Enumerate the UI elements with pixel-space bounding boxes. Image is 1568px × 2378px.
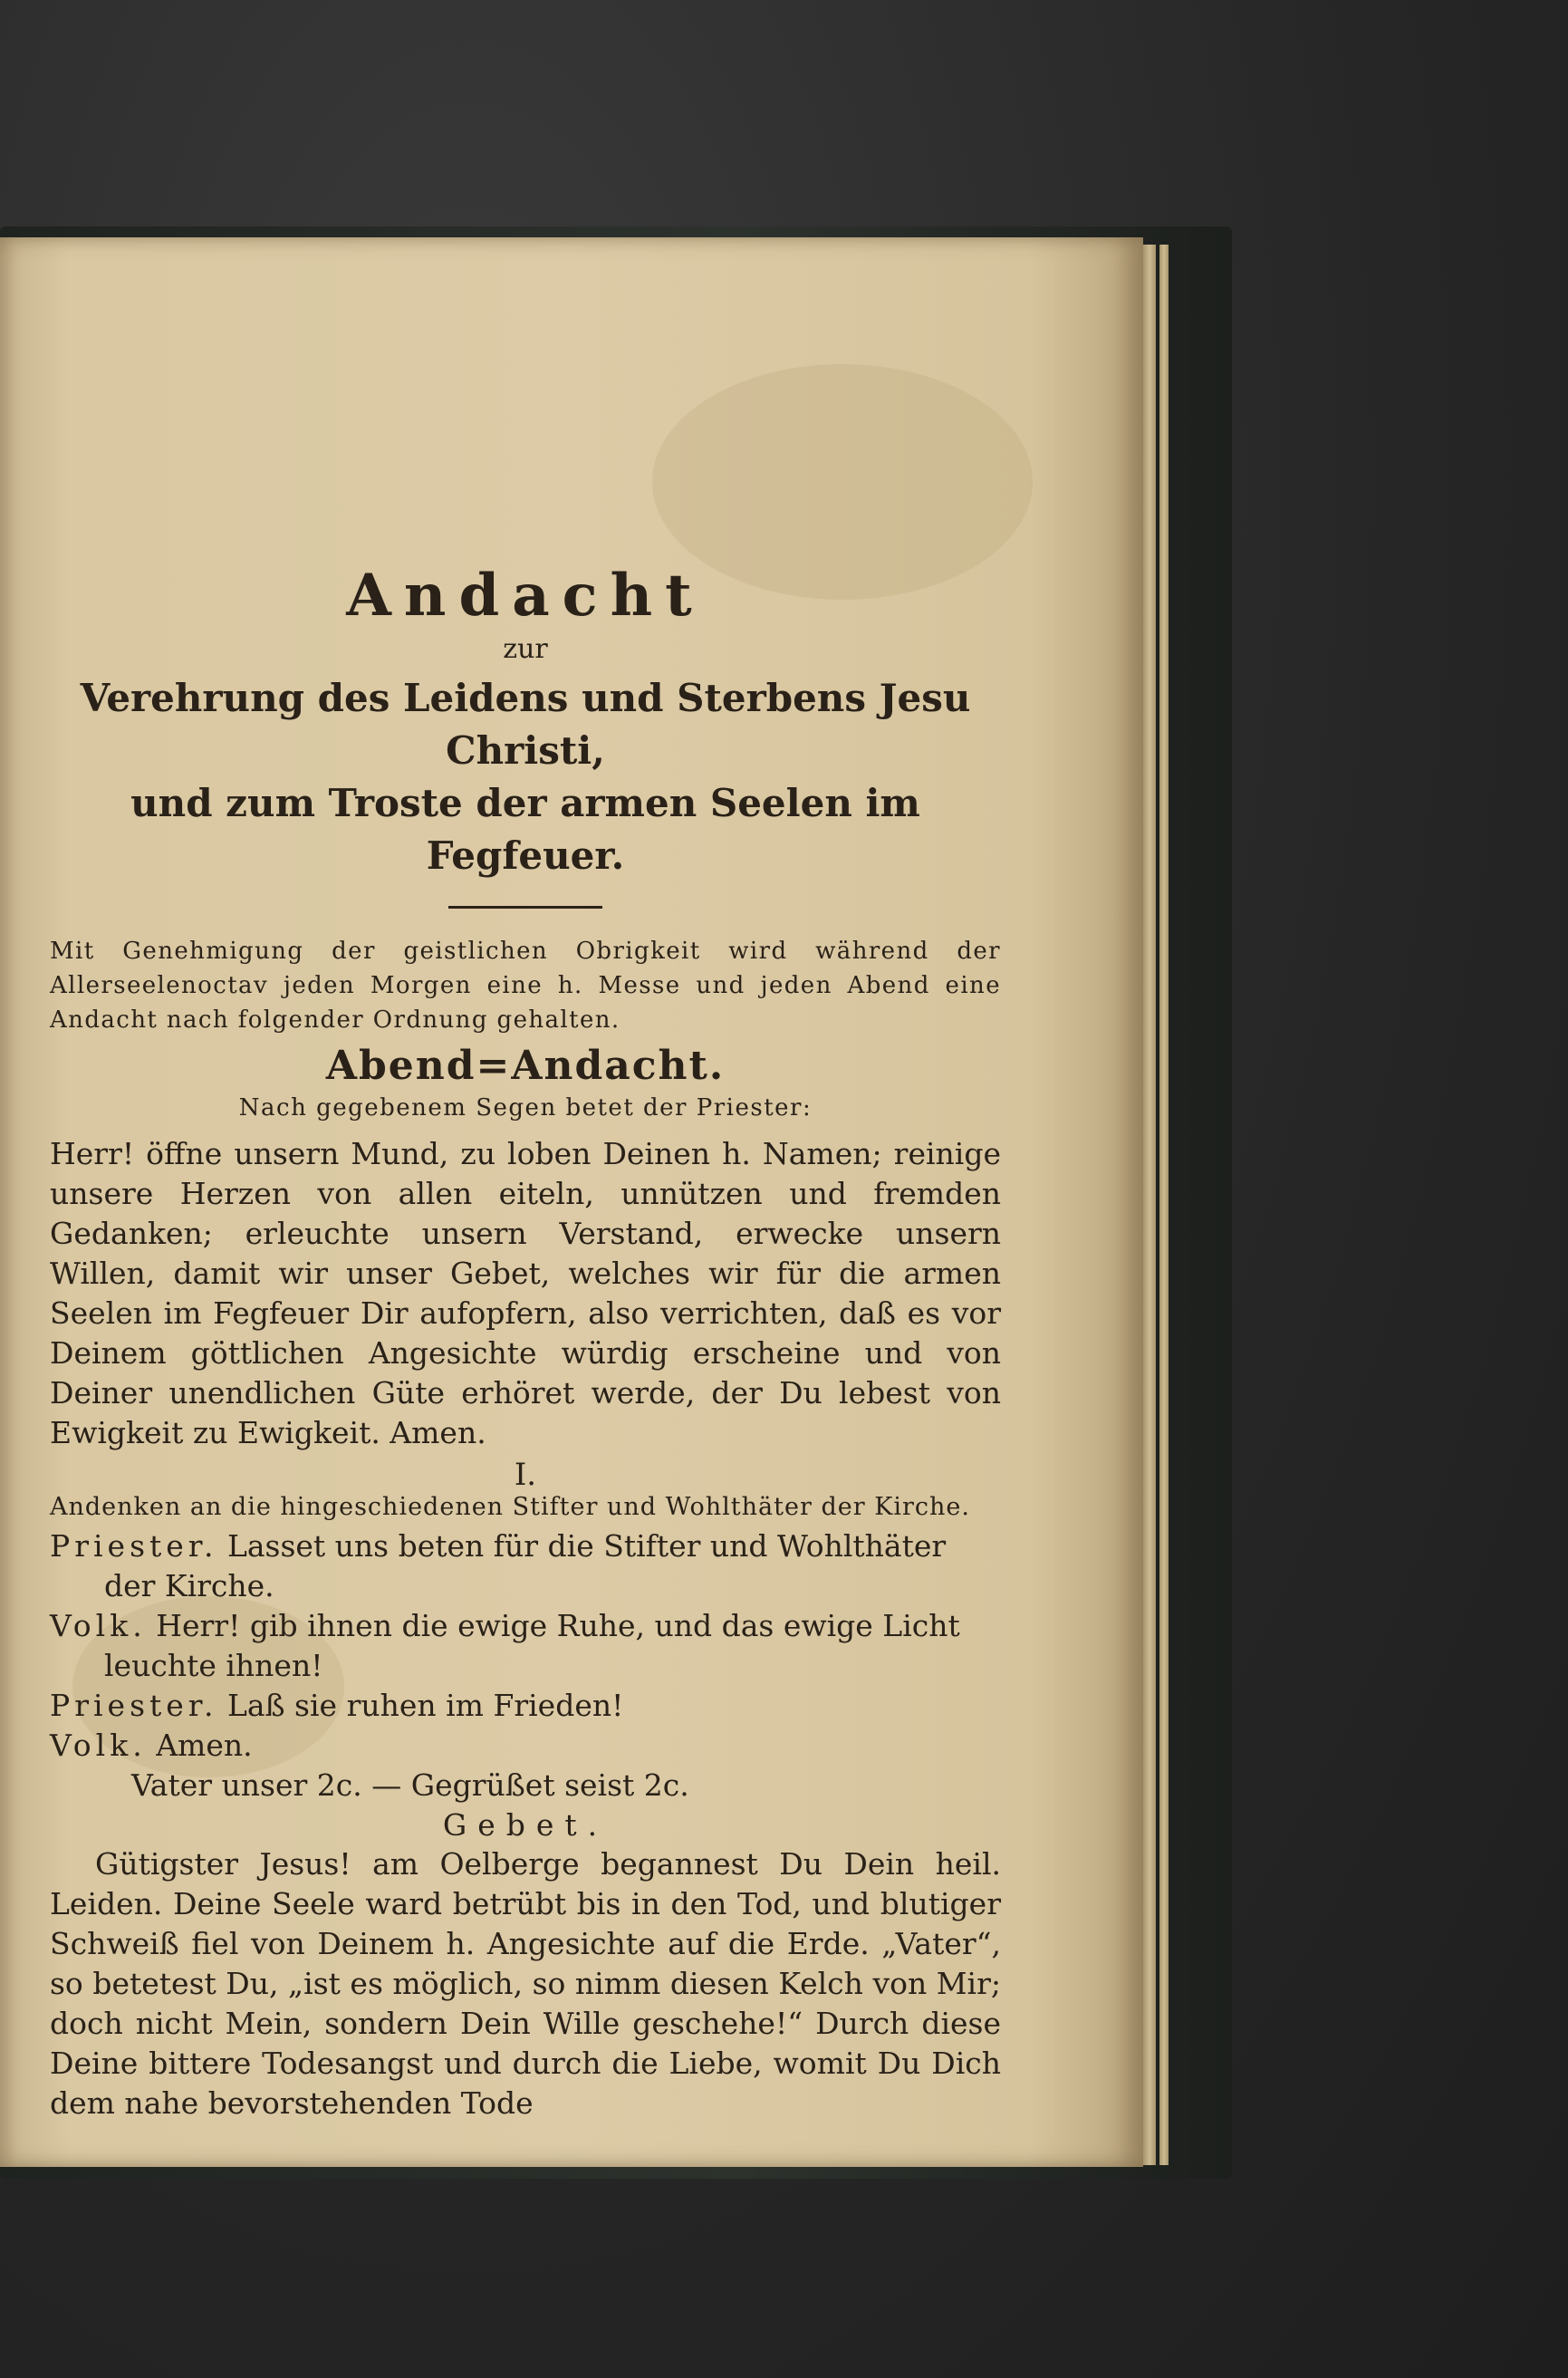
title-connector: zur xyxy=(503,633,548,665)
litany-line xyxy=(50,1726,1001,1766)
vater-unser-line: Vater unser 2c. — Gegrüßet seist 2c. xyxy=(131,1767,689,1803)
speaker: Volk. xyxy=(50,1608,147,1643)
divider xyxy=(448,906,602,909)
approval-note: Mit Genehmigung der geistlichen Obrigkeit wird während der Allerseelenoctav jeden Morgen eine h. Messe und jeden Abend eine Andacht nach folgender Ordnung gehalten. xyxy=(50,938,1001,1034)
speaker: Priester. xyxy=(50,1528,218,1564)
litany-text: Amen. xyxy=(156,1728,253,1763)
section-numeral: I. xyxy=(514,1457,537,1493)
page-text xyxy=(50,562,1001,2123)
litany-text: Herr! gib ihnen die ewige Ruhe, und das ewige Licht leuchte ihnen! xyxy=(104,1608,960,1683)
section-heading: Abend=Andacht. xyxy=(325,1043,726,1089)
litany-line xyxy=(50,1686,1001,1726)
speaker: Volk. xyxy=(50,1728,147,1763)
page-title: Andacht xyxy=(346,562,705,630)
intro-line: Nach gegebenem Segen betet der Priester: xyxy=(238,1094,813,1122)
subtitle-line-2: und zum Troste der armen Seelen im Fegfeuer. xyxy=(130,781,920,878)
litany-line xyxy=(50,1606,1001,1686)
page-edge-inner xyxy=(1159,245,1169,2165)
litany-text: Laß sie ruhen im Frieden! xyxy=(226,1688,624,1723)
gebet-text: Gütigster Jesus! am Oelberge begannest Du Dein heil. Leiden. Deine Seele ward betrübt bis in den Tod, und blutiger Schweiß fiel von Deinem h. Angesichte auf die Erde. „Vater“, so betetest Du, „ist es möglich, so nimm diesen Kelch von Mir; doch nicht Mein, sondern Dein Wille geschehe!“ Durch diese Deine bittere Todesangst und durch die Liebe, womit Du Dich dem nahe bevorstehenden Tode xyxy=(50,1846,1001,2121)
subtitle-line-1: Verehrung des Leidens und Sterbens Jesu Christi, xyxy=(80,676,971,773)
litany xyxy=(50,1526,1001,1805)
gebet-title: Gebet. xyxy=(442,1807,609,1843)
section-title: Andenken an die hingeschiedenen Stifter und Wohlthäter der Kirche. xyxy=(50,1493,970,1521)
speaker: Priester. xyxy=(50,1688,218,1723)
litany-line xyxy=(50,1526,1001,1606)
page-edge xyxy=(1143,245,1156,2165)
opening-prayer: Herr! öffne unsern Mund, zu loben Deinen h. Namen; reinige unsere Herzen von allen eiteln, unnützen und fremden Gedanken; erleuchte unsern Verstand, erwecke unsern Willen, damit wir unser Gebet, welches wir für die armen Seelen im Fegfeuer Dir aufopfern, also verrichten, daß es vor Deinem göttlichen Angesichte würdig erscheine und von Deiner unendlichen Güte erhöret werde, der Du lebest von Ewigkeit zu Ewigkeit. Amen. xyxy=(50,1136,1001,1450)
litany-text: Lasset uns beten für die Stifter und Wohlthäter der Kirche. xyxy=(104,1528,947,1603)
